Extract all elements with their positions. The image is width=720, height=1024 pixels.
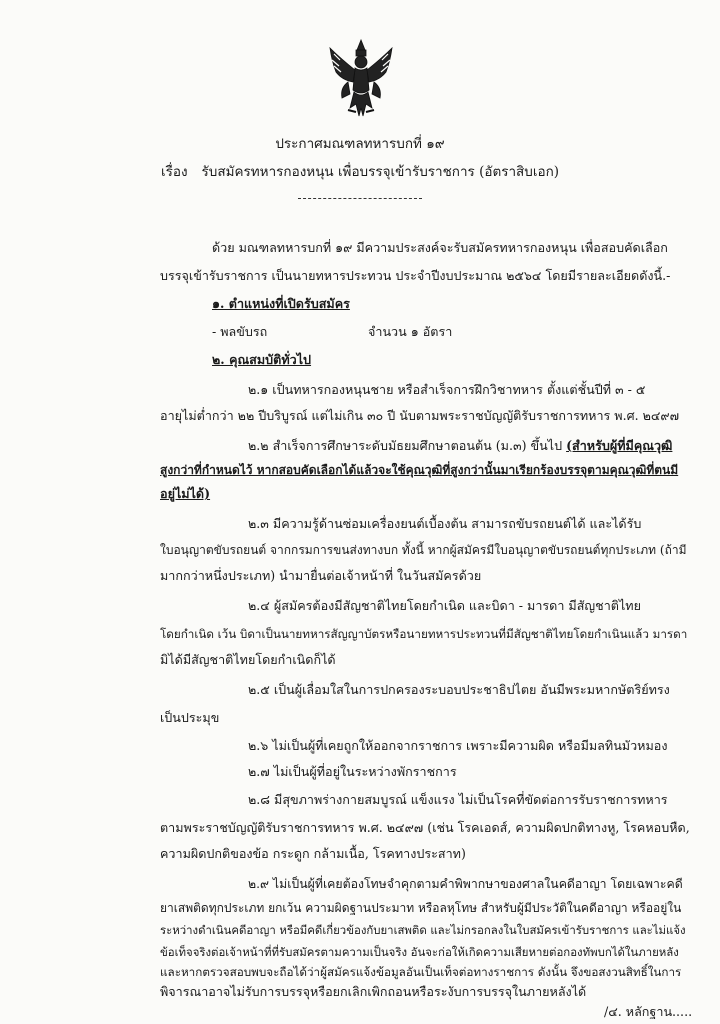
position-quota: จำนวน ๑ อัตรา: [368, 324, 453, 339]
qualification-2-8-line-1: ๒.๘ มีสุขภาพร่างกายสมบูรณ์ แข็งแรง ไม่เป็นโรคที่ขัดต่อการรับราชการทหาร: [248, 792, 668, 807]
section2-heading-text: ๒. คุณสมบัติทั่วไป: [212, 352, 312, 367]
intro-line-2: บรรจุเข้ารับราชการ เป็นนายทหารประทวน ประจำปีงบประมาณ ๒๕๖๔ โดยมีรายละเอียดดังนี้.-: [160, 268, 671, 283]
qualification-2-3-line-1: ๒.๓ มีความรู้ด้านซ่อมเครื่องยนต์เบื้องต้น สามารถขับรถยนต์ได้ และได้รับ: [248, 516, 642, 531]
qualification-2-9-line-1: ๒.๙ ไม่เป็นผู้ที่เคยต้องโทษจำคุกตามคำพิพากษาของศาลในคดีอาญา โดยเฉพาะคดี: [248, 877, 683, 891]
qualification-2-2-line-2: สูงกว่าที่กำหนดไว้ หากสอบคัดเลือกได้แล้วจะใช้คุณวุฒิที่สูงกว่านั้นมาเรียกร้องบรรจุตามคุณวุฒิที่ตนมี: [160, 463, 679, 477]
qualification-2-8-line-2: ตามพระราชบัญญัติรับราชการทหาร พ.ศ. ๒๔๙๗ (เช่น โรคเอดส์, ความผิดปกติทางหู, โรคหอบหืด,: [160, 820, 690, 835]
section1-heading: [212, 294, 350, 314]
announcement-title: ประกาศมณฑลทหารบกที่ ๑๙: [275, 136, 445, 152]
qualification-2-1-line-2: อายุไม่ต่ำกว่า ๒๒ ปีบริบูรณ์ แต่ไม่เกิน ๓๐ ปี นับตามพระราชบัญญัติรับราชการทหาร พ.ศ. ๒๔๙๗: [160, 408, 680, 423]
subject-text: รับสมัครทหารกองหนุน เพื่อบรรจุเข้ารับราชการ (อัตราสิบเอก): [201, 164, 560, 180]
position-name: - พลขับรถ: [212, 324, 268, 339]
qualification-2-5-line-2: เป็นประมุข: [160, 710, 220, 725]
qualification-2-6: ๒.๖ ไม่เป็นผู้ที่เคยถูกให้ออกจากราชการ เพราะมีความผิด หรือมีมลทินมัวหมอง: [248, 738, 668, 753]
qualification-2-5-line-1: ๒.๕ เป็นผู้เลื่อมใสในการปกครองระบอบประชาธิปไตย อันมีพระมหากษัตริย์ทรง: [248, 682, 670, 697]
qualification-2-1-line-1: ๒.๑ เป็นทหารกองหนุนชาย หรือสำเร็จการฝึกวิชาทหาร ตั้งแต่ชั้นปีที่ ๓ - ๕: [248, 382, 646, 397]
qualification-2-4-line-1: ๒.๔ ผู้สมัครต้องมีสัญชาติไทยโดยกำเนิด และบิดา - มารดา มีสัญชาติไทย: [248, 598, 641, 613]
qualification-2-3-line-3: มากกว่าหนึ่งประเภท) นำมายื่นต่อเจ้าหน้าที่ ในวันสมัครด้วย: [160, 568, 482, 583]
qualification-2-2-note: (สำหรับผู้ที่มีคุณวุฒิ: [566, 438, 673, 453]
intro-line-1: ด้วย มณฑลทหารบกที่ ๑๙ มีความประสงค์จะรับสมัครทหารกองหนุน เพื่อสอบคัดเลือก: [212, 240, 668, 255]
subject-label: เรื่อง: [160, 164, 188, 180]
qualification-2-9-line-3: ระหว่างดำเนินคดีอาญา หรือมีคดีเกี่ยวข้องกับยาเสพติด และไม่กรอกลงในใบสมัครเข้ารับราชการ และไม่แจ้ง: [160, 923, 686, 937]
qualification-2-2-line-1: [248, 436, 672, 456]
qualification-2-2-line-3: อยู่ไม่ได้): [160, 486, 211, 501]
qualification-2-2-text: ๒.๒ สำเร็จการศึกษาระดับมัธยมศึกษาตอนต้น (ม.๓) ขึ้นไป: [248, 438, 567, 453]
qualification-2-9-line-6: พิจารณาอาจไม่รับการบรรจุหรือยกเลิกเพิกถอนหรือระงับการบรรจุในภายหลังได้: [160, 984, 587, 999]
subject-line: [0, 160, 720, 182]
garuda-emblem: [326, 38, 396, 122]
title-divider: [298, 198, 422, 199]
section2-heading: [212, 350, 311, 370]
qualification-2-3-line-2: ใบอนุญาตขับรถยนต์ จากกรมการขนส่งทางบก ทั้งนี้ หากผู้สมัครมีใบอนุญาตขับรถยนต์ทุกประเภท (ถ้ามี: [160, 543, 687, 557]
qualification-2-9-line-5: และหากตรวจสอบพบจะถือได้ว่าผู้สมัครแจ้งข้อมูลอันเป็นเท็จต่อทางราชการ ดังนั้น จึงขอสงวนสิทธิ์ในการ: [160, 965, 682, 979]
page-continuation: /๔. หลักฐาน.....: [604, 1004, 693, 1019]
qualification-2-8-line-3: ความผิดปกติของข้อ กระดูก กล้ามเนื้อ, โรคทางประสาท): [160, 846, 466, 861]
qualification-2-9-line-2: ยาเสพติดทุกประเภท ยกเว้น ความผิดฐานประมาท หรือลหุโทษ สำหรับผู้มีประวัติในคดีอาญา หรืออยู่ใน: [160, 901, 682, 915]
qualification-2-4-line-3: มิได้มีสัญชาติไทยโดยกำเนิดก็ได้: [160, 652, 336, 667]
section1-heading-text: ๑. ตำแหน่งที่เปิดรับสมัคร: [212, 296, 350, 311]
qualification-2-4-line-2: โดยกำเนิด เว้น บิดาเป็นนายทหารสัญญาบัตรหรือนายทหารประทวนที่มีสัญชาติไทยโดยกำเนินแล้ว มารดา: [160, 627, 688, 641]
qualification-2-9-line-4: ข้อเท็จจริงต่อเจ้าหน้าที่ที่รับสมัครตามความเป็นจริง อันจะก่อให้เกิดความเสียหายต่อกองทัพบกได้ในภายหลัง: [160, 945, 679, 959]
qualification-2-7: ๒.๗ ไม่เป็นผู้ที่อยู่ในระหว่างพักราชการ: [248, 764, 457, 779]
